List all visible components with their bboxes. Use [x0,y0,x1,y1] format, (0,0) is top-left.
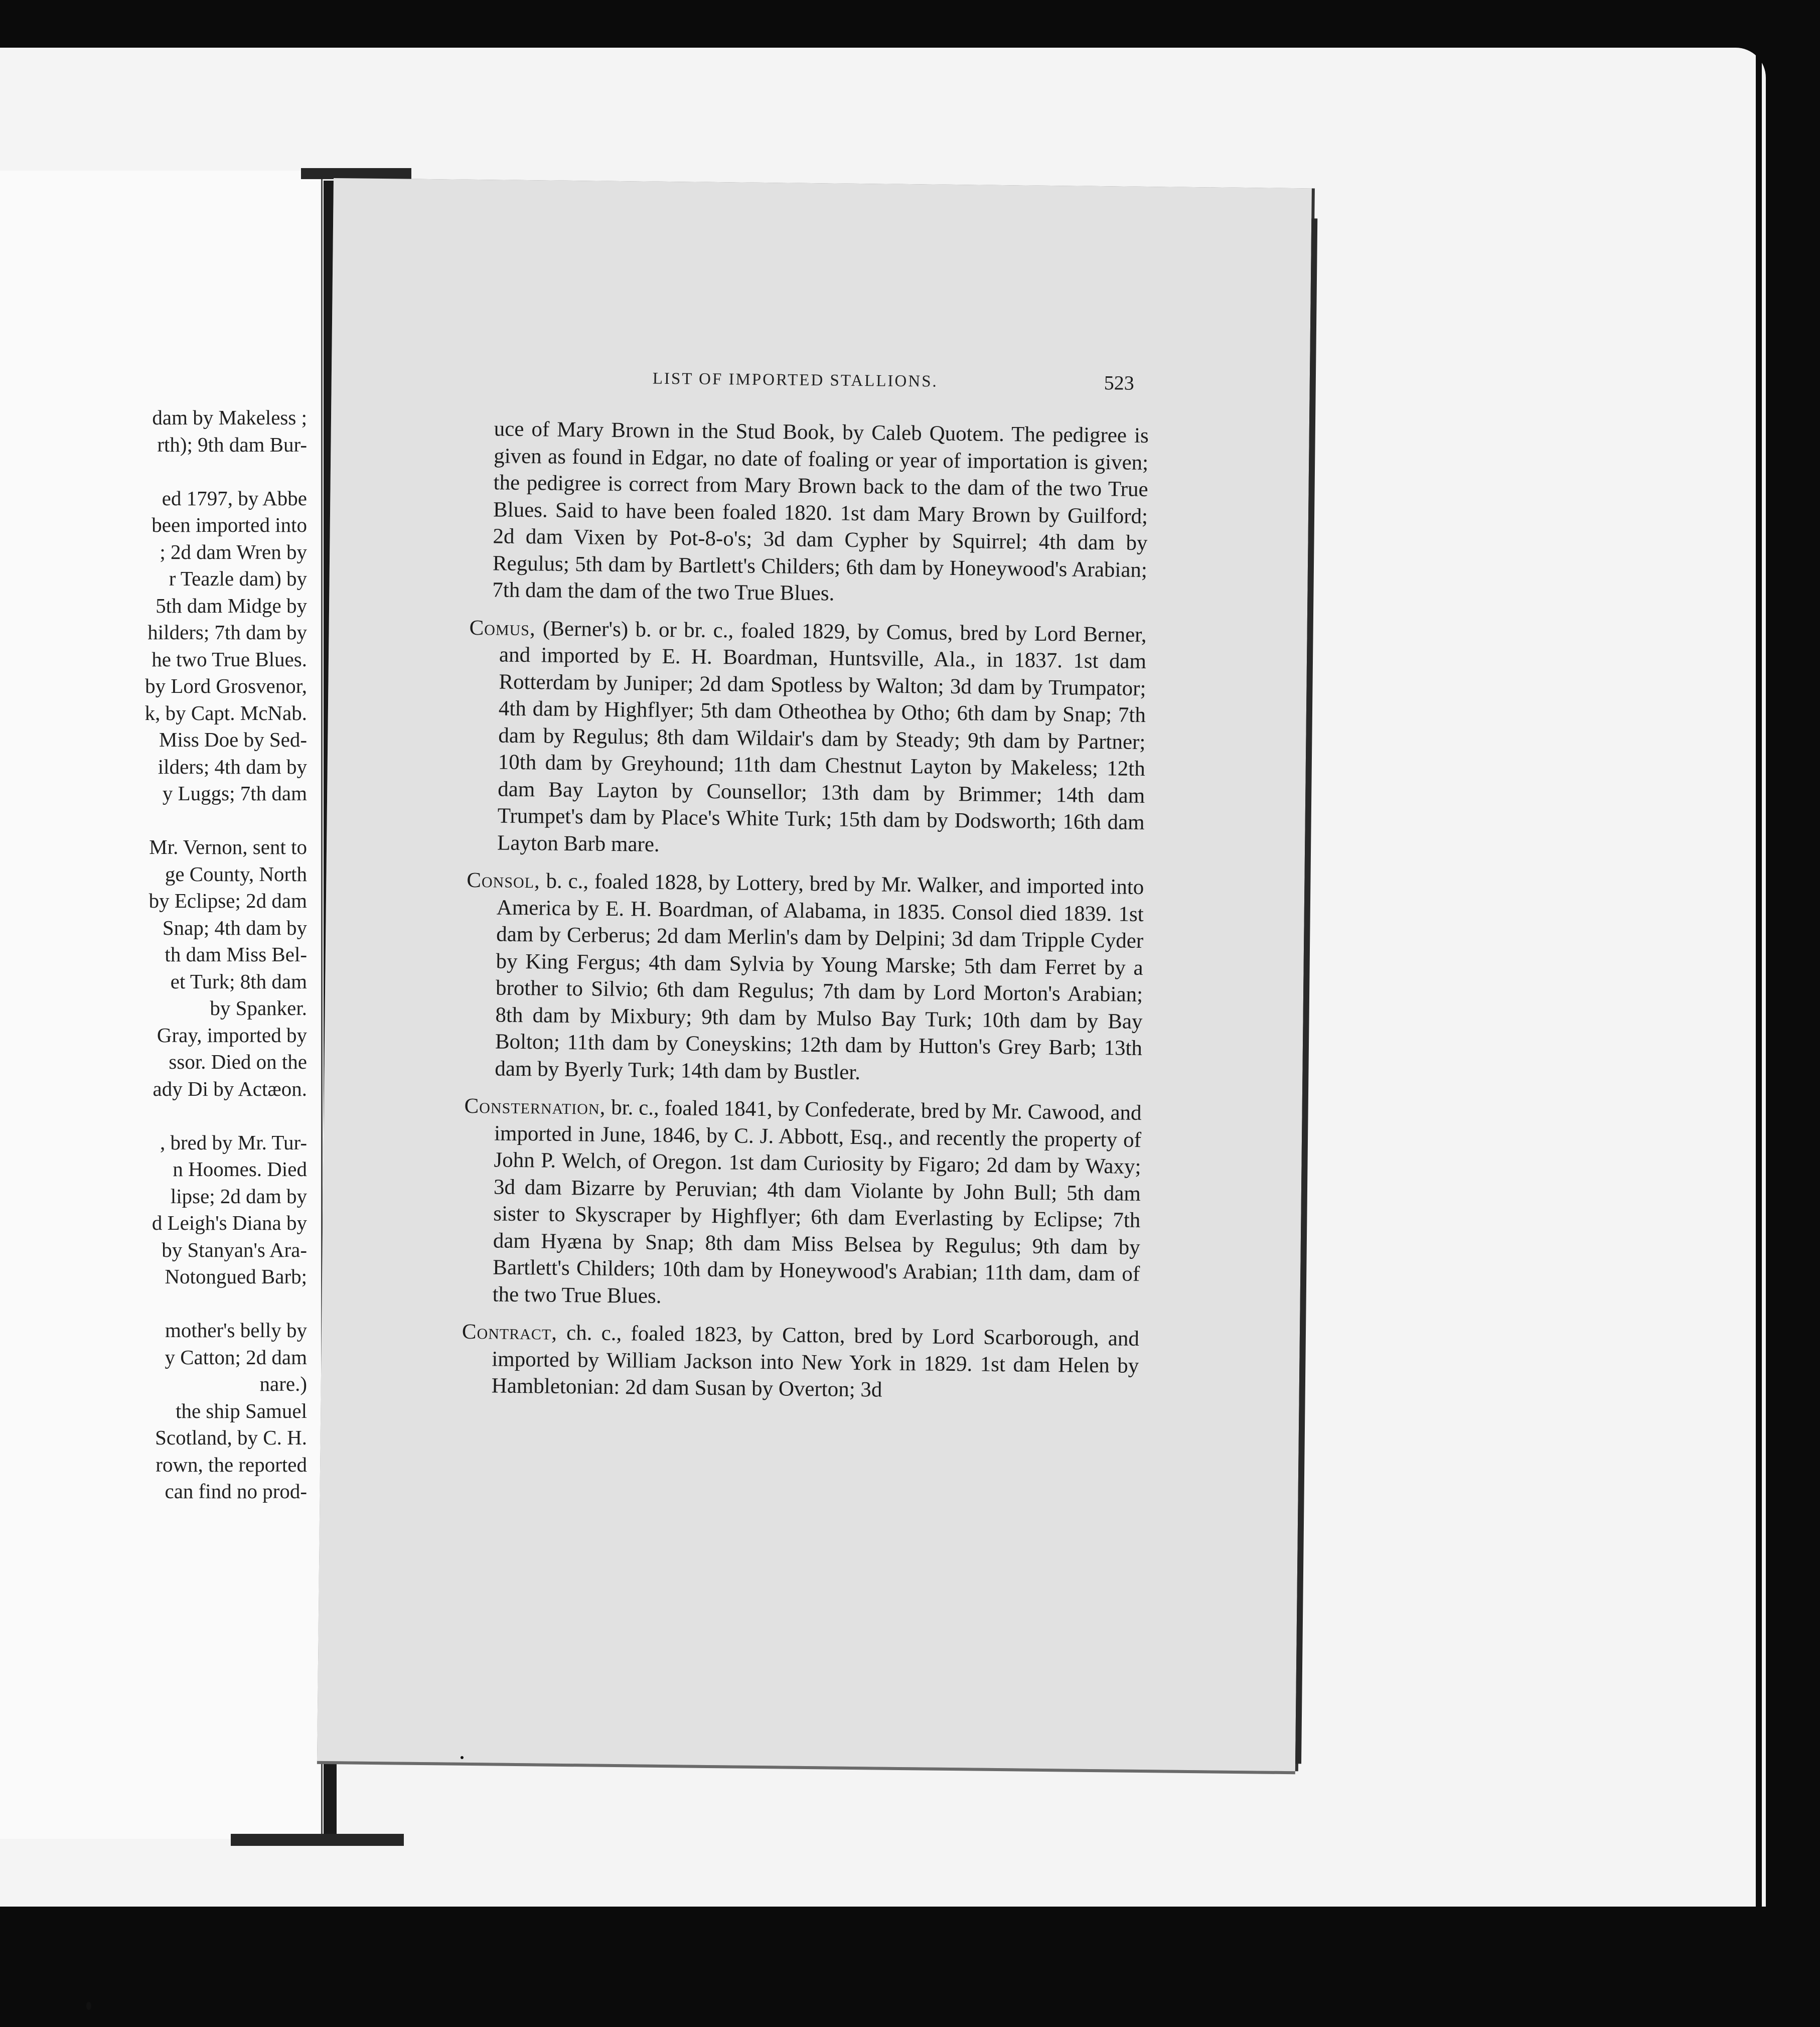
entry-headword: Consol, [467,868,541,893]
left-page-line: can find no prod- [165,1480,307,1503]
right-black-border [1776,40,1820,2027]
left-page-line: by Stanyan's Ara- [162,1238,307,1261]
left-page-line: Miss Doe by Sed- [159,728,307,751]
left-page-line: th dam Miss Bel- [165,943,307,966]
left-page-line: Snap; 4th dam by [162,916,307,939]
left-page-line: ssor. Died on the [169,1050,307,1073]
left-page-line: rown, the reported [156,1453,307,1476]
left-page-line: dam by Makeless ; [152,406,307,429]
entry-contract [462,1319,1140,1406]
left-page-line: ge County, North [165,862,307,886]
left-page-line: by Spanker. [210,996,307,1020]
entry-continuation [470,415,1149,611]
right-page [317,178,1312,1771]
left-page-line: ed 1797, by Abbe [162,486,307,510]
entry-text: b. c., foaled 1828, by Lottery, bred by Mr. Walker, and imported into America by E. H. Boardman, of Alabama, in 1835. Consol died 1839. 1st dam by Cerberus; 2d dam Merlin's dam by Delpini; 3d dam Tripple Cyder by King Fergus; 4th dam Sylvia by Young Marske; 5th dam Ferret by a brother to Silvio; 6th dam Regulus; 7th dam by Lord Morton's Arabian; 8th dam by Mixbury; 9th dam by Mulso Bay Turk; 10th dam by Bay Bolton; 11th dam by Coneyskins; 12th dam by Hutton's Grey Barb; 13th dam by Byerly Turk; 14th dam by Bustler. [495,869,1144,1084]
left-page-line: by Lord Grosvenor, [145,674,307,697]
left-page-line: d Leigh's Diana by [151,1211,307,1234]
left-page-line: the ship Samuel [176,1399,307,1422]
left-page-line: n Hoomes. Died [173,1157,307,1181]
right-inner-edge [1756,45,1762,2002]
page-number: 523 [1104,371,1135,394]
left-page-line: lipse; 2d dam by [170,1184,307,1208]
entry-text: br. c., foaled 1841, by Confederate, bred by Mr. Cawood, and imported in June, 1846, by C. J. Abbott, Esq., and recently the property of John P. Welch, of Oregon. 1st dam Curiosity by Figaro; 2d dam by Waxy; 3d dam Bizarre by Peruvian; 4th dam Violante by John Bull; 5th dam sister to Skyscraper by Highflyer; 6th dam Everlasting by Eclipse; 7th dam Hyæna by Snap; 8th dam Miss Belsea by Regulus; 9th dam by Bartlett's Childers; 10th dam by Honeywood's Arabian; 11th dam, dam of the two True Blues. [492,1095,1142,1308]
page-body [461,415,1149,1417]
left-page-line: rth); 9th dam Bur- [157,432,307,456]
entry-headword: Consternation, [464,1094,606,1119]
left-page-line: nare.) [259,1372,307,1395]
running-head: LIST OF IMPORTED STALLIONS. [652,369,938,391]
left-page-line: Notongued Barb; [165,1265,307,1288]
left-page-line: mother's belly by [165,1319,307,1342]
entry-text: ch. c., foaled 1823, by Catton, bred by Lord Scarborough, and imported by William Jackson into New York in 1829. 1st dam Helen by Hambletonian: 2d dam Susan by Overton; 3d [491,1321,1140,1402]
entry-comus [467,614,1147,863]
entry-text: uce of Mary Brown in the Stud Book, by Caleb Quotem. The pedigree is given as found in Edgar, no date of foaling or year of importation is given; the pedigree is correct from Mary Brown back to the dam of the two True Blues. Said to have been foaled 1820. 1st dam Mary Brown by Guilford; 2d dam Vixen by Pot-8-o's; 3d dam Cypher by Squirrel; 4th dam by Regulus; 5th dam by Bartlett's Childers; 6th dam by Honeywood's Arabian; 7th dam the dam of the two True Blues. [492,417,1149,606]
left-page-line: y Luggs; 7th dam [162,782,307,805]
left-page-line: been imported into [151,513,307,536]
bottom-black-border [0,1907,1820,2027]
entry-text: (Berner's) b. or br. c., foaled 1829, by Comus, bred by Lord Berner, and imported by E. H. Boardman, Huntsville, Ala., in 1837. 1st dam Rotterdam by Juniper; 2d dam Spotless by Walton; 3d dam by Trumpator; 4th dam by Highflyer; 5th dam Otheothea by Otho; 6th dam by Snap; 7th dam by Regulus; 8th dam Wildair's dam by Steady; 9th dam by Partner; 10th dam by Greyhound; 11th dam Chestnut Layton by Makeless; 12th dam Bay Layton by Counsellor; 13th dam by Brimmer; 14th dam Trumpet's dam by Place's White Turk; 15th dam by Dodsworth; 16th dam Layton Barb mare. [497,616,1147,856]
left-page-line: ady Di by Actæon. [153,1077,307,1100]
left-page-line: Scotland, by C. H. [155,1426,307,1449]
left-page-line: ; 2d dam Wren by [160,540,307,563]
binding-cap-bottom [231,1834,404,1846]
left-page-line: he two True Blues. [151,647,307,671]
entry-consol [465,867,1144,1089]
left-page-line: ilders; 4th dam by [158,755,307,778]
dust-speck [461,1756,464,1759]
entry-consternation [462,1093,1141,1315]
entry-headword: Contract, [462,1320,558,1345]
entry-headword: Comus, [469,616,536,640]
left-page-line: 5th dam Midge by [156,594,307,617]
left-page-line: hilders; 7th dam by [147,621,307,644]
binding-cap-top [301,168,411,179]
left-page-line: y Catton; 2d dam [165,1345,307,1369]
dust-speck [86,2002,91,2010]
left-page-line: r Teazle dam) by [169,567,307,590]
left-page-line: Mr. Vernon, sent to [149,835,307,858]
left-page-line: k, by Capt. McNab. [144,701,307,725]
left-page-line: Gray, imported by [157,1023,307,1047]
top-black-border [0,0,1820,41]
left-page [0,171,323,1839]
left-page-line: et Turk; 8th dam [170,969,307,993]
left-page-line: , bred by Mr. Tur- [160,1130,307,1154]
left-page-line: by Eclipse; 2d dam [148,889,307,912]
